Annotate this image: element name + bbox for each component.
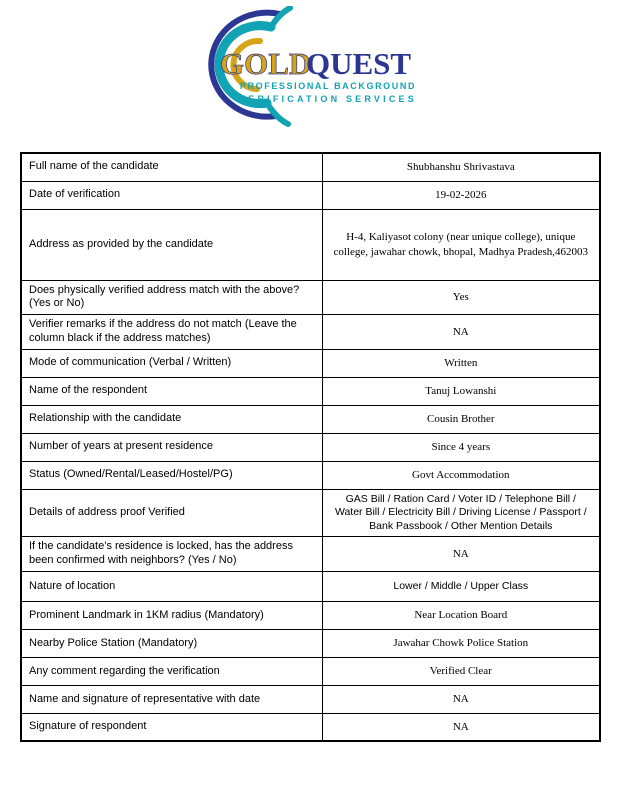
field-value: Tanuj Lowanshi — [322, 377, 600, 405]
field-value: Since 4 years — [322, 433, 600, 461]
brand-gold-text: GOLD — [219, 46, 311, 81]
field-label: Nature of location — [21, 571, 322, 601]
field-value: Cousin Brother — [322, 405, 600, 433]
field-label: Name of the respondent — [21, 377, 322, 405]
field-label: Relationship with the candidate — [21, 405, 322, 433]
field-label: Name and signature of representative with date — [21, 685, 322, 713]
field-value: 19-02-2026 — [322, 181, 600, 209]
tagline-line1: PROFESSIONAL BACKGROUND — [239, 81, 416, 91]
field-value: Govt Accommodation — [322, 461, 600, 489]
field-value: NA — [322, 685, 600, 713]
field-label: Does physically verified address match with the above? (Yes or No) — [21, 280, 322, 315]
field-value: NA — [322, 315, 600, 350]
goldquest-logo — [176, 6, 446, 128]
field-label: Address as provided by the candidate — [21, 209, 322, 280]
wordmark — [220, 46, 411, 81]
table-row — [21, 601, 600, 629]
table-row — [21, 657, 600, 685]
table-row — [21, 405, 600, 433]
field-label: Number of years at present residence — [21, 433, 322, 461]
table-row — [21, 181, 600, 209]
field-label: Signature of respondent — [21, 713, 322, 741]
field-label: Any comment regarding the verification — [21, 657, 322, 685]
field-value: NA — [322, 713, 600, 741]
field-label: Nearby Police Station (Mandatory) — [21, 629, 322, 657]
field-value: Jawahar Chowk Police Station — [322, 629, 600, 657]
field-label: Mode of communication (Verbal / Written) — [21, 349, 322, 377]
field-label: Status (Owned/Rental/Leased/Hostel/PG) — [21, 461, 322, 489]
field-label: Date of verification — [21, 181, 322, 209]
table-row — [21, 461, 600, 489]
field-label: Details of address proof Verified — [21, 489, 322, 537]
field-value: Lower / Middle / Upper Class — [322, 571, 600, 601]
field-value: Verified Clear — [322, 657, 600, 685]
field-value: GAS Bill / Ration Card / Voter ID / Telephone Bill / Water Bill / Electricity Bill / Driving License / Passport / Bank Passbook / Other Mention Details — [322, 489, 600, 537]
field-value: Near Location Board — [322, 601, 600, 629]
field-label: Full name of the candidate — [21, 153, 322, 181]
tagline-line2: VERIFICATION SERVICES — [238, 94, 417, 104]
table-row — [21, 713, 600, 741]
field-label: Prominent Landmark in 1KM radius (Mandatory) — [21, 601, 322, 629]
table-row — [21, 209, 600, 280]
field-value: Shubhanshu Shrivastava — [322, 153, 600, 181]
table-row — [21, 280, 600, 315]
table-row — [21, 377, 600, 405]
verification-table — [20, 152, 601, 742]
field-value: Written — [322, 349, 600, 377]
field-value: NA — [322, 537, 600, 572]
field-label: If the candidate’s residence is locked, has the address been confirmed with neighbors? (Yes / No) — [21, 537, 322, 572]
goldquest-logo-graphic — [176, 6, 446, 128]
field-value: H-4, Kaliyasot colony (near unique college), unique college, jawahar chowk, bhopal, Madhya Pradesh,462003 — [322, 209, 600, 280]
taglines — [239, 81, 417, 104]
table-row — [21, 685, 600, 713]
table-row — [21, 571, 600, 601]
table-row — [21, 315, 600, 350]
field-label: Verifier remarks if the address do not match (Leave the column black if the address matches) — [21, 315, 322, 350]
table-row — [21, 629, 600, 657]
brand-quest-text: QUEST — [305, 46, 411, 81]
table-row — [21, 349, 600, 377]
table-row — [21, 537, 600, 572]
table-row — [21, 489, 600, 537]
table-row — [21, 153, 600, 181]
table-row — [21, 433, 600, 461]
field-value: Yes — [322, 280, 600, 315]
